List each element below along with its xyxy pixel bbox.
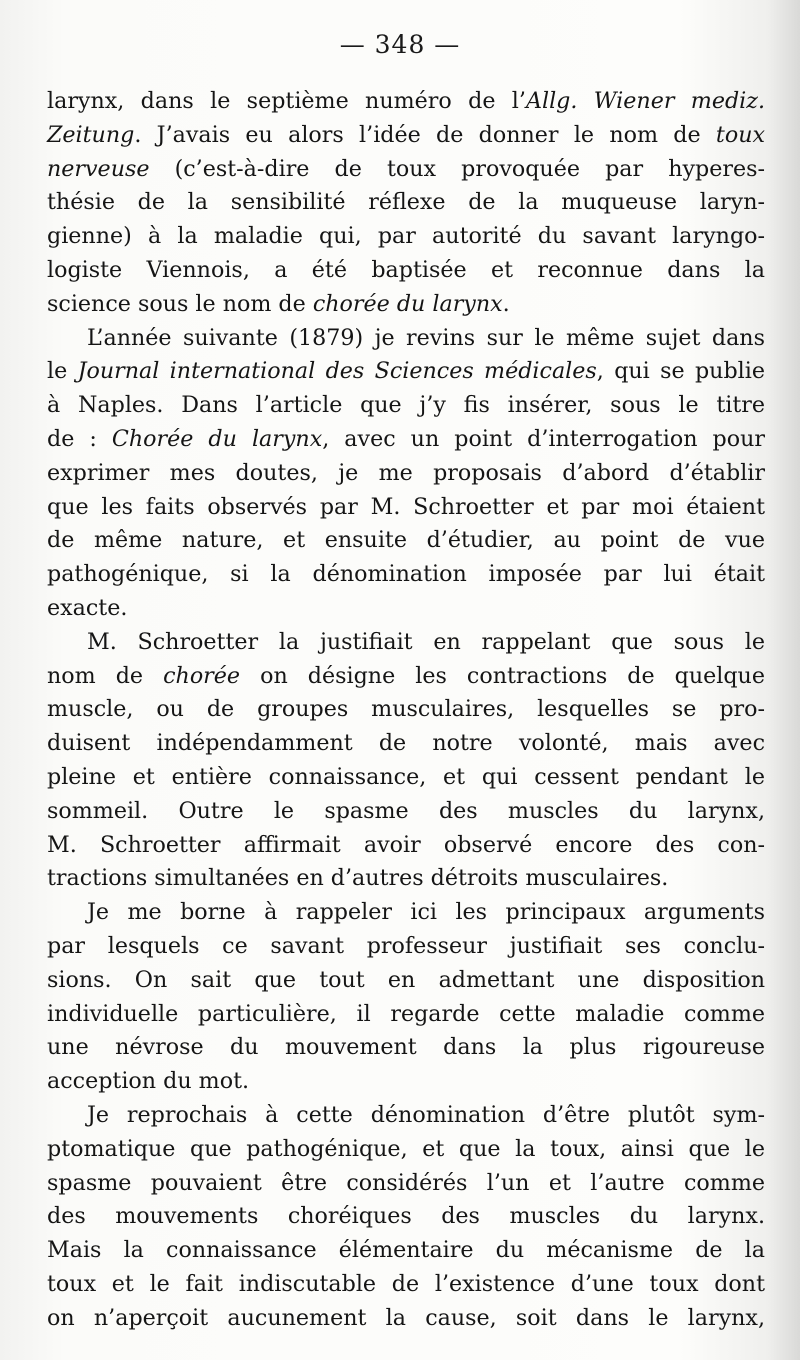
text-run: . J’avais eu alors l’idée de donner le nom de <box>134 121 716 148</box>
text-line <box>47 1268 765 1302</box>
text-line <box>47 423 765 457</box>
text-run: Je me borne à rappeler ici les principaux arguments <box>87 899 765 926</box>
text-line <box>47 1234 765 1268</box>
text-run: Je reprochais à cette dénomination d’être plutôt sym- <box>87 1101 765 1128</box>
text-run: on n’aperçoit aucunement la cause, soit dans le larynx, <box>47 1304 765 1331</box>
text-line <box>47 862 765 896</box>
text-run: logiste Viennois, a été baptisée et reconnue dans la <box>47 256 765 283</box>
text-line <box>47 1302 765 1336</box>
text-line <box>47 626 765 660</box>
text-line <box>47 1167 765 1201</box>
text-run: exprimer mes doutes, je me proposais d’abord d’établir <box>47 459 765 486</box>
text-run: spasme pouvaient être considérés l’un et l’autre comme <box>47 1169 765 1196</box>
text-run: gienne) à la maladie qui, par autorité du savant laryngo- <box>47 223 765 250</box>
text-run: le <box>47 358 78 385</box>
text-run: exacte. <box>47 594 128 621</box>
text-run: sions. On sait que tout en admettant une disposition <box>47 966 765 993</box>
text-line <box>47 153 765 187</box>
text-line <box>47 592 765 626</box>
text-line <box>47 558 765 592</box>
text-line <box>47 1200 765 1234</box>
text-run: par lesquels ce savant professeur justifiait ses conclu- <box>47 932 765 959</box>
text-line <box>47 288 765 322</box>
text-line <box>47 896 765 930</box>
text-run: tractions simultanées en d’autres détroits musculaires. <box>47 865 669 892</box>
text-line <box>47 727 765 761</box>
text-run: ptomatique que pathogénique, et que la toux, ainsi que le <box>47 1135 765 1162</box>
italic-text: nerveuse <box>47 155 150 182</box>
text-run: pleine et entière connaissance, et qui cessent pendant le <box>47 763 765 790</box>
text-line <box>47 355 765 389</box>
text-line <box>47 457 765 491</box>
body-text <box>47 85 765 1335</box>
text-run: de : <box>47 425 112 452</box>
italic-text: Zeitung <box>47 121 135 148</box>
text-line <box>47 660 765 694</box>
text-line <box>47 85 765 119</box>
text-run: , avec un point d’interrogation pour <box>322 425 766 452</box>
italic-text: chorée <box>163 662 241 689</box>
text-line <box>47 693 765 727</box>
text-run: que les faits observés par M. Schroetter et par moi étaient <box>47 493 765 520</box>
text-run: acception du mot. <box>47 1068 250 1095</box>
text-run: L’année suivante (1879) je revins sur le même sujet dans <box>87 324 765 351</box>
text-run: , qui se publie <box>596 358 765 385</box>
text-line <box>47 322 765 356</box>
text-line <box>47 491 765 525</box>
italic-text: toux <box>715 121 765 148</box>
text-line <box>47 1065 765 1099</box>
text-run: Mais la connaissance élémentaire du mécanisme de la <box>47 1237 765 1264</box>
text-line <box>47 220 765 254</box>
text-line <box>47 761 765 795</box>
text-line <box>47 119 765 153</box>
text-run: une névrose du mouvement dans la plus rigoureuse <box>47 1034 765 1061</box>
text-run: pathogénique, si la dénomination imposée par lui était <box>47 561 765 588</box>
text-run: . <box>502 290 510 317</box>
text-run: M. Schroetter la justifiait en rappelant que sous le <box>87 628 765 655</box>
text-line <box>47 186 765 220</box>
text-line <box>47 524 765 558</box>
text-line <box>47 1099 765 1133</box>
page-number: — 348 — <box>339 30 461 59</box>
text-line <box>47 795 765 829</box>
text-run: M. Schroetter affirmait avoir observé encore des con- <box>47 831 765 858</box>
text-run: (c’est-à-dire de toux provoquée par hyperes- <box>149 155 765 182</box>
italic-text: Journal international des Sciences médicales <box>77 358 597 385</box>
text-run: muscle, ou de groupes musculaires, lesquelles se pro- <box>47 696 765 723</box>
text-run: on désigne les contractions de quelque <box>240 662 765 689</box>
text-run: thésie de la sensibilité réflexe de la muqueuse laryn- <box>47 189 765 216</box>
italic-text: Chorée du larynx <box>111 425 323 452</box>
italic-text: Allg. Wiener mediz. <box>525 88 765 114</box>
text-run: sommeil. Outre le spasme des muscles du larynx, <box>47 797 765 824</box>
italic-text: chorée du larynx <box>312 290 503 317</box>
text-line <box>47 389 765 423</box>
text-run: duisent indépendamment de notre volonté, mais avec <box>47 730 765 757</box>
text-line <box>47 998 765 1032</box>
text-run: larynx, dans le septième numéro de l’ <box>47 88 526 114</box>
text-run: à Naples. Dans l’article que j’y fis insérer, sous le titre <box>47 392 765 419</box>
text-run: individuelle particulière, il regarde cette maladie comme <box>47 1000 765 1027</box>
text-run: nom de <box>47 662 164 689</box>
text-run: de même nature, et ensuite d’étudier, au point de vue <box>47 527 765 554</box>
text-line <box>47 964 765 998</box>
text-run: toux et le fait indiscutable de l’existence d’une toux dont <box>47 1270 765 1297</box>
text-run: science sous le nom de <box>47 290 313 317</box>
text-line <box>47 1031 765 1065</box>
text-line <box>47 829 765 863</box>
text-run: des mouvements choréiques des muscles du larynx. <box>47 1203 765 1230</box>
text-line <box>47 254 765 288</box>
text-line <box>47 1133 765 1167</box>
text-line <box>47 930 765 964</box>
